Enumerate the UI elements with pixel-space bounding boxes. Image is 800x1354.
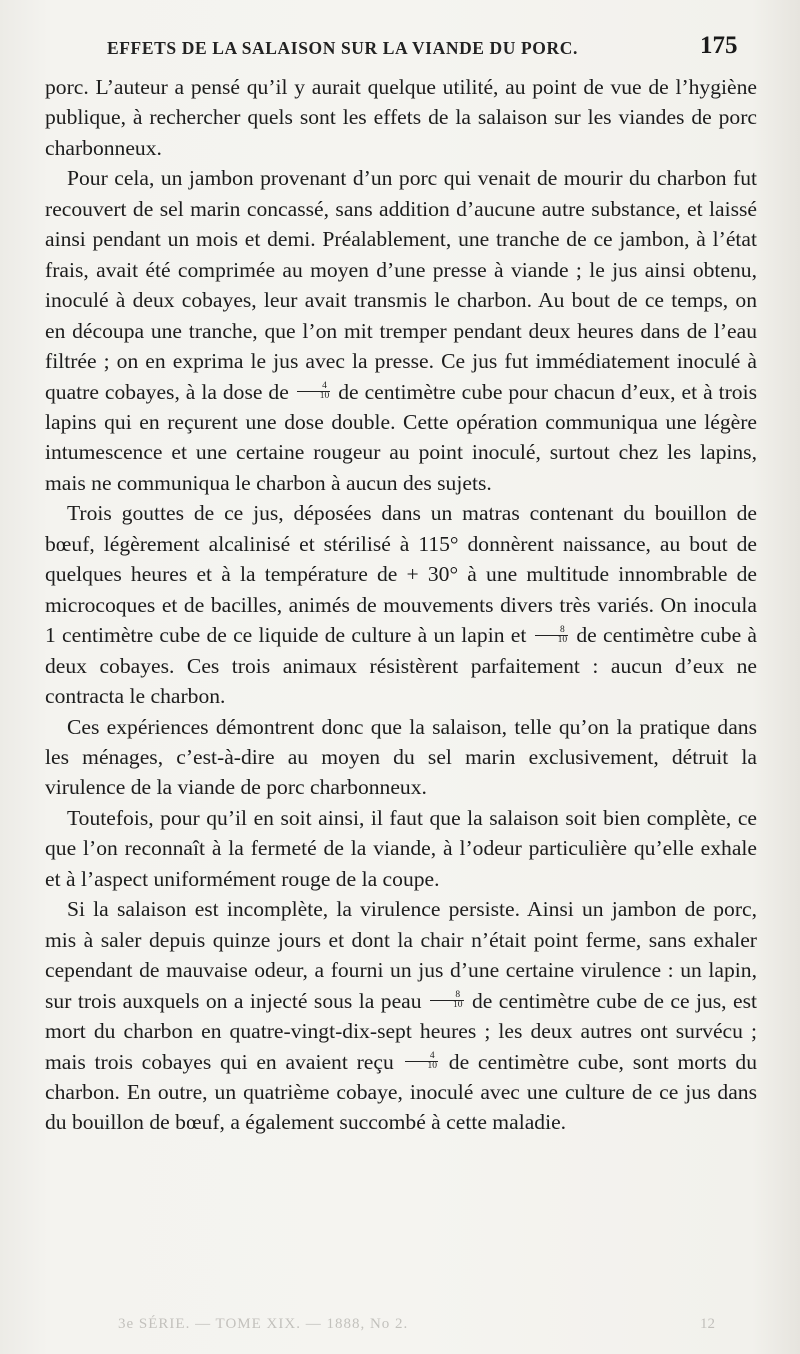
- paragraph-2-text-a: Pour cela, un jambon provenant d’un porc qui venait de mourir du charbon fut recouvert de sel marin concassé, sans addition d’aucune autre substance, et laissé ainsi pendant un mois et demi. Préalablement, une tranche de ce jambon, à l’état frais, avait été comprimée au moyen d’une presse à viande ; le jus ainsi obtenu, inoculé à deux cobayes, leur avait transmis le charbon. Au bout de ce temps, on en découpa une tranche, que l’on mit tremper pendant deux heures dans de l’eau filtrée ; on en exprima le jus avec la presse. Ce jus fut immédiatement inoculé à quatre cobayes, à la dose de: [45, 166, 757, 404]
- fraction-4-10: [297, 382, 331, 401]
- paragraph-3-text-b: de centimètre cube à deux cobayes. Ces trois animaux résistèrent parfaitement : aucun d’eux ne contracta le charbon.: [45, 623, 758, 709]
- bleed-through-signature: 3e SÉRIE. — TOME XIX. — 1888, No 2.: [118, 1316, 409, 1332]
- paragraph-2-text-b: de centimètre cube pour chacun d’eux, et à trois lapins qui en reçurent une dose double. Cette opération communiqua une légère intumescence et une certaine rougeur au point inoculé, surtout chez les lapins, mais ne communiqua le charbon à aucun des sujets.: [45, 379, 757, 495]
- page-number: 175: [700, 32, 738, 59]
- paragraph-4-text: Ces expériences démontrent donc que la salaison, telle qu’on la pratique dans les ménages, c’est-à-dire au moyen du sel marin exclusivement, détruit la virulence de la viande de porc charbonneux.: [45, 714, 757, 800]
- fraction-denominator: 10: [427, 1061, 438, 1072]
- fraction-numerator: 4: [405, 1052, 439, 1062]
- fraction-8-10: [430, 991, 464, 1010]
- fraction-denominator: 10: [319, 391, 330, 402]
- paragraph-3-text-a: Trois gouttes de ce jus, déposées dans un matras contenant du bouillon de bœuf, légèrement alcalinisé et stérilisé à 115° donnèrent naissance, au bout de quelques heures et à la température de + 30° à une multitude innombrable de microcoques et de bacilles, animés de mouvements divers très variés. On inocula 1 centimètre cube de ce liquide de culture à un lapin et: [45, 501, 757, 648]
- bleed-through-sheet-number: 12: [700, 1316, 715, 1332]
- paragraph-6-text-c: de centimètre cube, sont morts du charbon. En outre, un quatrième cobaye, inoculé avec une culture de ce jus dans du bouillon de bœuf, a également succombé à cette maladie.: [45, 1049, 758, 1135]
- fraction-numerator: 8: [430, 991, 464, 1001]
- paragraph-6-text-a: Si la salaison est incomplète, la virulence persiste. Ainsi un jambon de porc, mis à saler depuis quinze jours et dont la chair n’était point ferme, sans exhaler cependant de mauvaise odeur, a fourni un jus d’une certaine virulence : un lapin, sur trois auxquels on a injecté sous la peau: [45, 897, 757, 1013]
- fraction-denominator: 10: [453, 1000, 463, 1011]
- paragraph-6: [45, 894, 757, 1138]
- paragraph-1-text: porc. L’auteur a pensé qu’il y aurait quelque utilité, au point de vue de l’hygiène publique, à rechercher quels sont les effets de la salaison sur les viandes de porc charbonneux.: [45, 75, 757, 160]
- paragraph-1: [45, 72, 757, 163]
- paragraph-5-text: Toutefois, pour qu’il en soit ainsi, il faut que la salaison soit bien complète, ce que l’on reconnaît à la fermeté de la viande, à l’odeur particulière qu’elle exhale et à l’aspect uniformément rouge de la coupe.: [45, 805, 757, 891]
- fraction-numerator: 4: [297, 382, 331, 392]
- paragraph-6-text-b: de centimètre cube de ce jus, est mort du charbon en quatre-vingt-dix-sept heures ; les deux autres ont survécu ; mais trois cobayes qui en avaient reçu: [45, 988, 758, 1074]
- fraction-8-10: [535, 626, 569, 645]
- running-head: [0, 34, 800, 64]
- paragraph-3: [45, 498, 757, 711]
- body-text: [45, 72, 757, 1138]
- paragraph-2: [45, 163, 757, 498]
- paragraph-4: [45, 712, 757, 803]
- paragraph-5: [45, 803, 757, 894]
- fraction-denominator: 10: [557, 634, 568, 645]
- fraction-numerator: 8: [535, 626, 569, 636]
- fraction-4-10: [405, 1052, 439, 1071]
- running-title: EFFETS DE LA SALAISON SUR LA VIANDE DU PORC.: [107, 38, 578, 58]
